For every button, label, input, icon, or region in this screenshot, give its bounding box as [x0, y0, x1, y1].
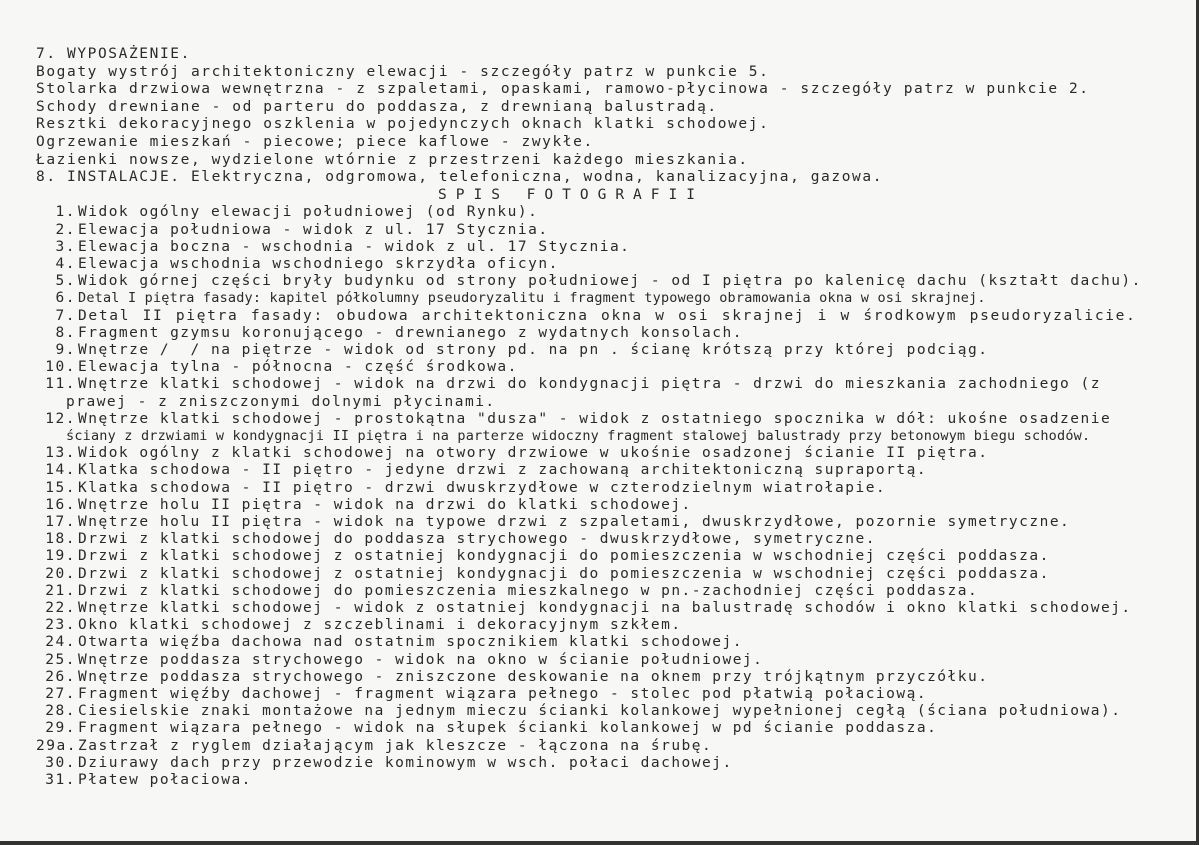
- item-number: 27.: [45, 686, 76, 703]
- item-text: Wnętrze klatki schodowej - widok z ostatniej kondygnacji na balustradę schodów i okno klatki schodowej.: [78, 600, 1132, 617]
- item-number: 17.: [45, 514, 76, 530]
- item-text: Drzwi z klatki schodowej z ostatniej kondygnacji do pomieszczenia w wschodniej części poddasza.: [78, 548, 1050, 565]
- item-text: Fragment więźby dachowej - fragment wiązara pełnego - stolec pod płatwią połaciową.: [78, 686, 928, 703]
- section-7-title: 7. WYPOSAŻENIE.: [36, 46, 191, 62]
- section-7-line: Stolarka drzwiowa wewnętrzna - z szpaletami, opaskami, ramowo-płycinowa - szczegóły patrz w punkcie 2.: [36, 81, 1090, 98]
- item-number: 8.: [55, 324, 76, 341]
- item-number: 5.: [55, 273, 76, 290]
- item-text: Okno klatki schodowej z szczeblinami i dekoracyjnym szkłem.: [78, 617, 682, 634]
- item-text: Klatka schodowa - II piętro - jedyne drzwi z zachowaną architektoniczną supraportą.: [78, 462, 928, 479]
- item-text: Fragment wiązara pełnego - widok na słupek ścianki kolankowej w pd ścianie poddasza.: [78, 720, 938, 737]
- scan-edge-bottom: [0, 841, 1199, 845]
- item-number: 23.: [45, 617, 76, 634]
- section-7-line: Bogaty wystrój architektoniczny elewacji - szczegóły patrz w punkcie 5.: [36, 63, 770, 80]
- item-number: 15.: [45, 479, 76, 496]
- item-number: 4.: [55, 255, 76, 272]
- photo-list: [36, 204, 1166, 789]
- item-text: Wnętrze klatki schodowej - prostokątna "dusza" - widok z ostatniego spocznika w dół: ukośne osadzenie: [78, 410, 1112, 427]
- item-number: 31.: [45, 772, 76, 789]
- item-text: Widok górnej części bryły budynku od strony południowej - od I piętra po kalenicę dachu (kształt dachu).: [78, 273, 1142, 290]
- item-number: 7.: [55, 307, 76, 324]
- item-number: 30.: [45, 754, 76, 771]
- item-number: 13.: [45, 445, 76, 462]
- item-text: Wnętrze klatki schodowej - widok na drzwi do kondygnacji piętra - drzwi do mieszkania zachodniego (z: [78, 376, 1101, 393]
- photo-list-item: [36, 462, 1166, 479]
- item-text: Elewacja boczna - wschodnia - widok z ul. 17 Stycznia.: [78, 238, 631, 255]
- item-text: Płatew połaciowa.: [78, 772, 252, 789]
- item-text: Elewacja południowa - widok z ul. 17 Stycznia.: [78, 221, 549, 238]
- item-number: 21.: [45, 582, 76, 599]
- photo-list-item: [36, 445, 1166, 462]
- photo-list-item: [36, 686, 1166, 703]
- item-text: Elewacja tylna - północna - część środkowa.: [78, 359, 518, 376]
- section-7-line: Resztki dekoracyjnego oszklenia w pojedynczych oknach klatki schodowej.: [36, 116, 770, 133]
- photo-list-item: [36, 256, 1166, 273]
- item-text: Klatka schodowa - II piętro - drzwi dwuskrzydłowe w czterodzielnym wiatrołapie.: [78, 479, 887, 496]
- section-7-line: Łazienki nowsze, wydzielone wtórnie z przestrzeni każdego mieszkania.: [36, 151, 749, 168]
- item-text: Wnętrze poddasza strychowego - widok na okno w ścianie południowej.: [78, 651, 764, 668]
- photo-list-item: [36, 720, 1166, 737]
- item-text: Wnętrze / / na piętrze - widok od strony pd. na pn . ścianę krótszą przy której podciąg.: [78, 341, 989, 358]
- item-number: 29.: [45, 720, 76, 737]
- photo-list-item: [36, 617, 1166, 634]
- photo-list-item: [36, 583, 1166, 600]
- item-number: 1.: [55, 204, 76, 221]
- photo-list-item: [36, 514, 1166, 531]
- photo-list-item: [36, 531, 1166, 548]
- item-continuation: prawej - z zniszczonymi dolnymi płycinami.: [66, 393, 496, 410]
- item-number: 6.: [55, 290, 76, 307]
- photo-list-item: [36, 652, 1166, 669]
- photo-list-item: [36, 308, 1166, 325]
- photo-list-item: [36, 222, 1166, 239]
- item-number: 9.: [55, 341, 76, 358]
- item-text: Wnętrze holu II piętra - widok na typowe drzwi z szpaletami, dwuskrzydłowe, pozornie symetryczne.: [78, 514, 1071, 530]
- item-number: 14.: [45, 462, 76, 479]
- item-text: Otwarta więźba dachowa nad ostatnim spocznikiem klatki schodowej.: [78, 634, 743, 651]
- photo-list-item: [36, 239, 1166, 256]
- section-7-line: Ogrzewanie mieszkań - piecowe; piece kaflowe - zwykłe.: [36, 133, 594, 150]
- item-text: Wnętrze holu II piętra - widok na drzwi do klatki schodowej.: [78, 496, 692, 513]
- photo-list-item: [36, 669, 1166, 686]
- photo-list-item: [36, 548, 1166, 565]
- photo-list-item: [36, 342, 1166, 359]
- item-number: 26.: [45, 668, 76, 685]
- item-continuation: ściany z drzwiami w kondygnacji II piętra i na parterze widoczny fragment stalowej balustrady przy betonowym biegu schodów.: [66, 427, 1091, 444]
- section-7-line: Schody drewniane - od parteru do poddasza, z drewnianą balustradą.: [36, 98, 718, 115]
- photo-list-heading: SPIS FOTOGRAFII: [438, 186, 704, 203]
- item-text: Widok ogólny z klatki schodowej na otwory drzwiowe w ukośnie osadzonej ścianie II piętra.: [78, 445, 989, 462]
- item-text: Zastrzał z ryglem działającym jak kleszcze - łączona na śrubę.: [78, 737, 713, 754]
- item-number: 28.: [45, 703, 76, 720]
- section-8-installations: 8. INSTALACJE. Elektryczna, odgromowa, telefoniczna, wodna, kanalizacyjna, gazowa.: [36, 169, 884, 186]
- photo-list-item: [36, 703, 1166, 720]
- photo-list-item: [36, 325, 1166, 342]
- item-number: 18.: [45, 531, 76, 548]
- item-number: 16.: [45, 496, 76, 513]
- item-number: 29a.: [36, 737, 77, 754]
- item-text: Detal II piętra fasady: obudowa architektoniczna okna w osi skrajnej i w środkowym pseudoryzalicie.: [78, 307, 1137, 324]
- item-text: Fragment gzymsu koronującego - drewnianego z wydatnych konsolach.: [78, 324, 743, 341]
- photo-list-item: [36, 376, 1166, 393]
- photo-list-item: [36, 634, 1166, 651]
- photo-list-item: [36, 359, 1166, 376]
- photo-list-item: [36, 566, 1166, 583]
- item-number: 20.: [45, 565, 76, 582]
- item-number: 24.: [45, 634, 76, 651]
- item-number: 25.: [45, 651, 76, 668]
- item-number: 2.: [55, 221, 76, 238]
- typewritten-page: [36, 46, 1166, 789]
- item-text: Elewacja wschodnia wschodniego skrzydła oficyn.: [78, 255, 559, 272]
- item-text: Widok ogólny elewacji południowej (od Rynku).: [78, 204, 539, 221]
- photo-list-item: [36, 755, 1166, 772]
- item-text: Drzwi z klatki schodowej do poddasza strychowego - dwuskrzydłowe, symetryczne.: [78, 531, 876, 548]
- item-text: Drzwi z klatki schodowej do pomieszczenia mieszkalnego w pn.-zachodniej części poddasza.: [78, 582, 979, 599]
- item-text: Drzwi z klatki schodowej z ostatniej kondygnacji do pomieszczenia w wschodniej części poddasza.: [78, 565, 1050, 582]
- item-number: 19.: [45, 548, 76, 565]
- item-number: 11.: [45, 376, 76, 393]
- photo-list-item: [36, 738, 1166, 755]
- photo-list-item: [36, 772, 1166, 789]
- item-number: 12.: [45, 410, 76, 427]
- item-number: 3.: [55, 238, 76, 255]
- item-number: 22.: [45, 600, 76, 617]
- photo-list-item: [36, 290, 1166, 307]
- photo-list-item: [36, 600, 1166, 617]
- photo-list-item: [36, 480, 1166, 497]
- photo-list-item: [36, 204, 1166, 221]
- item-text: Detal I piętra fasady: kapitel półkolumny pseudoryzalitu i fragment typowego obramowania okna w osi skrajnej.: [78, 290, 986, 307]
- photo-list-item: [36, 273, 1166, 290]
- item-text: Dziurawy dach przy przewodzie kominowym w wsch. połaci dachowej.: [78, 754, 733, 771]
- item-text: Ciesielskie znaki montażowe na jednym mieczu ścianki kolankowej wypełnionej cegłą (ściana południowa).: [78, 703, 1122, 720]
- item-number: 10.: [45, 359, 76, 376]
- item-text: Wnętrze poddasza strychowego - zniszczone deskowanie na oknem przy trójkątnym przyczółku.: [78, 668, 989, 685]
- photo-list-item: [36, 497, 1166, 514]
- photo-list-item: [36, 411, 1166, 428]
